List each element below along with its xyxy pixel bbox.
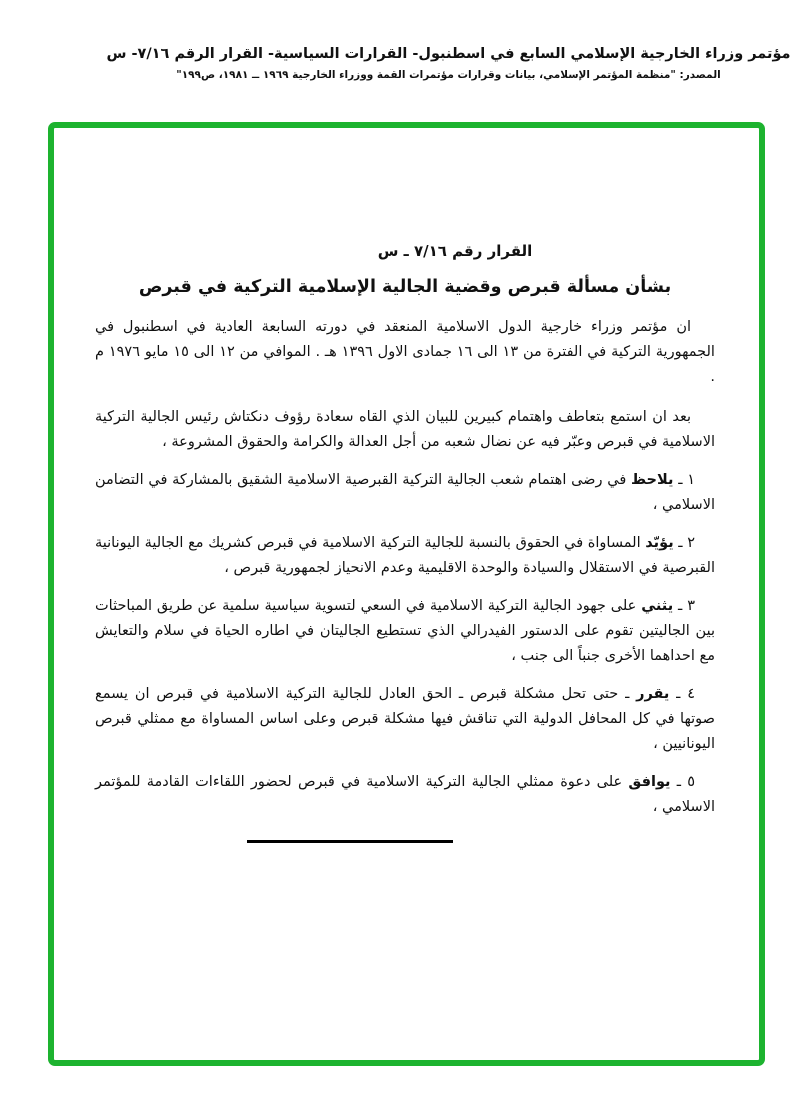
item-text: على دعوة ممثلي الجالية التركية الاسلامية في قبرص لحضور اللقاءات القادمة للمؤتمر الاسلامي ، xyxy=(95,774,715,815)
resolution-item-2 xyxy=(95,531,715,581)
resolution-item-4 xyxy=(95,682,715,757)
item-lead-word: يلاحظ xyxy=(631,472,674,488)
item-number: ٤ ـ xyxy=(669,686,695,702)
document-body xyxy=(95,240,715,820)
resolution-item-3 xyxy=(95,594,715,669)
item-number: ٣ ـ xyxy=(673,598,695,614)
preamble-paragraph: ان مؤتمر وزراء خارجية الدول الاسلامية المنعقد في دورته السابعة العادية في اسطنبول في الجمهورية التركية في الفترة من ١٣ الى ١٦ جمادى الاول ١٣٩٦ هـ . الموافي من ١٢ الى ١٥ مايو ١٩٧٦ م . xyxy=(95,319,715,385)
page-header xyxy=(45,46,807,81)
item-lead-word: يوافق xyxy=(628,774,671,790)
document-source-citation: المصدر: "منظمة المؤتمر الإسلامي، بيانات وقرارات مؤتمرات القمة ووزراء الخارجية ١٩٦٩ ــ ١٩٨١، ص١٩٩" xyxy=(176,69,721,81)
item-lead-word: يؤيّد xyxy=(645,535,674,551)
item-lead-word: يقرر xyxy=(636,686,670,702)
document-reference-title: مؤتمر وزراء الخارجية الإسلامي السابع في اسطنبول- القرارات السياسية- القرار الرقم ٧/١٦- س xyxy=(106,46,791,62)
item-text: ـ حتى تحل مشكلة قبرص ـ الحق العادل للجالية التركية الاسلامية في قبرص ان يسمع صوتها في كل المحافل الدولية التي تناقش فيها مشكلة قبرص وعلى اساس المساواة مع ممثلي قبرص اليونانيين ، xyxy=(95,686,715,752)
item-lead-word: يثني xyxy=(641,598,674,614)
item-text: المساواة في الحقوق بالنسبة للجالية التركية الاسلامية في قبرص كشريك مع الجالية اليونانية القبرصية في الاستقلال والسيادة والوحدة الاقليمية وعدم الانحياز لجمهورية قبرص ، xyxy=(95,535,715,576)
item-number: ٥ ـ xyxy=(670,774,695,790)
resolution-item-1 xyxy=(95,468,715,518)
separator-rule xyxy=(247,840,453,843)
document-frame xyxy=(48,122,765,1066)
item-number: ١ ـ xyxy=(673,472,695,488)
item-text: في رضى اهتمام شعب الجالية التركية القبرصية الاسلامية الشقيق بالمشاركة في التضامن الاسلامي ، xyxy=(95,472,715,513)
preamble-paragraph: بعد ان استمع بتعاطف واهتمام كبيرين للبيان الذي القاه سعادة رؤوف دنكتاش رئيس الجالية التركية الاسلامية في قبرص وعبّر فيه عن نضال شعبه من أجل العدالة والكرامة والحقوق المشروعة ، xyxy=(95,409,715,450)
resolution-number-title: القرار رقم ٧/١٦ ـ س xyxy=(377,242,533,260)
resolution-subject-title: بشأن مسألة قبرص وقضية الجالية الإسلامية التركية في قبرص xyxy=(138,277,672,297)
item-number: ٢ ـ xyxy=(673,535,696,551)
item-text: على جهود الجالية التركية الاسلامية في السعي لتسوية سياسية سلمية عن طريق المباحثات بين الجاليتين تقوم على الدستور الفيدرالي الذي تستطيع الجاليتان في اطاره الحياة في سلام والتعايش مع احداهما الأخرى جنباً الى جنب ، xyxy=(95,598,715,664)
resolution-item-5 xyxy=(95,770,715,820)
